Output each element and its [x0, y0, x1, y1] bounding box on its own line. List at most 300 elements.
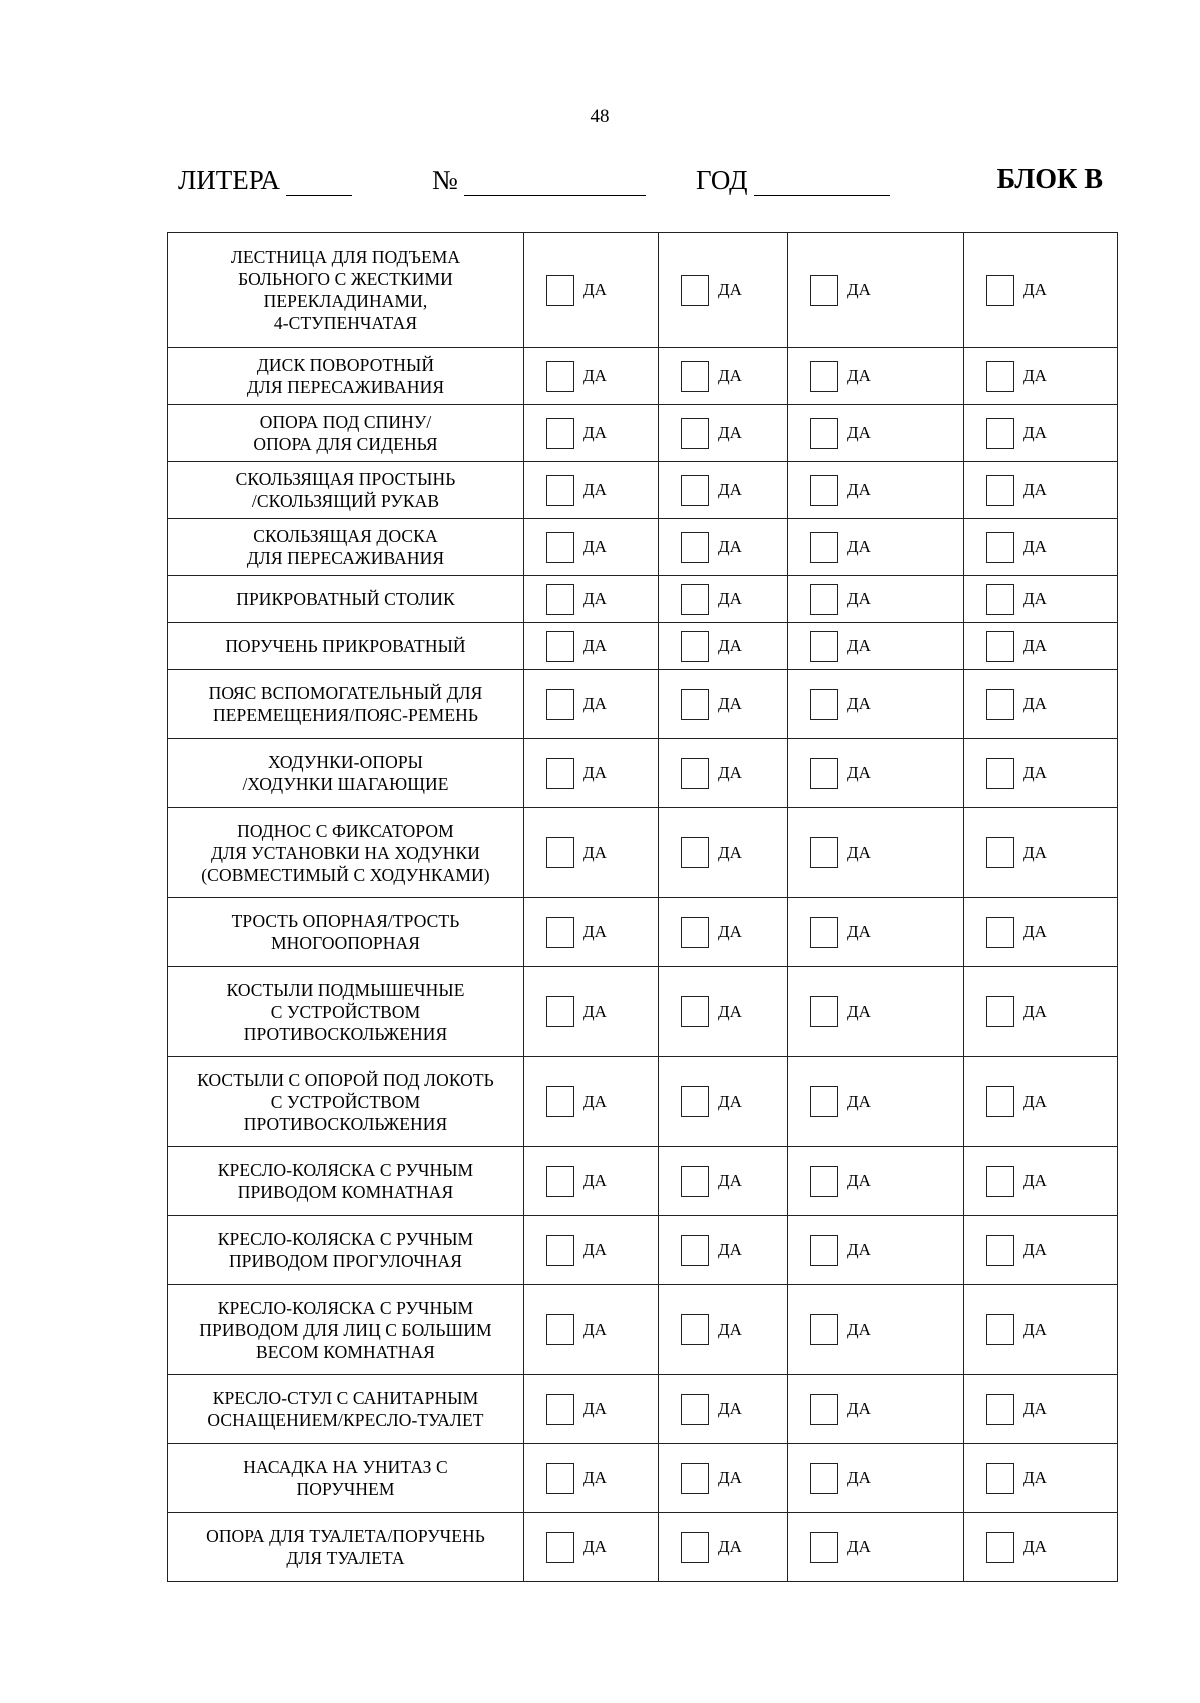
- option-cell-4: [964, 348, 1118, 405]
- yes-label: ДА: [718, 423, 742, 442]
- table-row: [168, 233, 1118, 348]
- table-row: [168, 462, 1118, 519]
- yes-label: ДА: [1023, 589, 1047, 608]
- yes-option[interactable]: [788, 1394, 963, 1425]
- yes-option[interactable]: [788, 1086, 963, 1117]
- yes-checkbox[interactable]: [986, 1314, 1014, 1345]
- yes-checkbox[interactable]: [810, 758, 838, 789]
- option-cell-1: [524, 1147, 659, 1216]
- option-cell-3: [788, 1216, 964, 1285]
- yes-checkbox[interactable]: [546, 361, 574, 392]
- yes-option[interactable]: [659, 1086, 787, 1117]
- option-cell-3: [788, 623, 964, 670]
- option-cell-3: [788, 519, 964, 576]
- yes-option[interactable]: [964, 631, 1117, 662]
- yes-checkbox[interactable]: [681, 1463, 709, 1494]
- number-label: №: [432, 165, 458, 195]
- yes-label: ДА: [1023, 1091, 1047, 1111]
- yes-label: ДА: [847, 922, 871, 941]
- litera-field[interactable]: [178, 165, 352, 196]
- yes-checkbox[interactable]: [810, 1394, 838, 1425]
- option-cell-4: [964, 1285, 1118, 1375]
- yes-checkbox[interactable]: [681, 475, 709, 506]
- yes-checkbox[interactable]: [681, 1166, 709, 1197]
- table-row: [168, 576, 1118, 623]
- option-cell-1: [524, 898, 659, 967]
- yes-checkbox[interactable]: [546, 475, 574, 506]
- option-cell-3: [788, 739, 964, 808]
- item-label: ПОЯС ВСПОМОГАТЕЛЬНЫЙ ДЛЯ ПЕРЕМЕЩЕНИЯ/ПОЯС-РЕМЕНЬ: [208, 683, 483, 725]
- yes-option[interactable]: [788, 584, 963, 615]
- item-label: ДИСК ПОВОРОТНЫЙ ДЛЯ ПЕРЕСАЖИВАНИЯ: [246, 355, 445, 397]
- yes-checkbox[interactable]: [986, 475, 1014, 506]
- option-cell-3: [788, 576, 964, 623]
- item-label: СКОЛЬЗЯЩАЯ ПРОСТЫНЬ /СКОЛЬЗЯЩИЙ РУКАВ: [235, 469, 456, 511]
- yes-label: ДА: [718, 922, 742, 941]
- yes-checkbox[interactable]: [546, 631, 574, 662]
- option-cell-1: [524, 405, 659, 462]
- yes-checkbox[interactable]: [810, 418, 838, 449]
- item-label-cell: [168, 233, 524, 348]
- yes-label: ДА: [583, 537, 607, 556]
- yes-label: ДА: [1023, 1537, 1047, 1556]
- yes-option[interactable]: [524, 917, 658, 948]
- item-label: ПОДНОС С ФИКСАТОРОМ ДЛЯ УСТАНОВКИ НА ХОДУНКИ (СОВМЕСТИМЫЙ С ХОДУНКАМИ): [201, 820, 490, 885]
- yes-checkbox[interactable]: [681, 275, 709, 306]
- yes-option[interactable]: [788, 758, 963, 789]
- yes-checkbox[interactable]: [986, 584, 1014, 615]
- yes-checkbox[interactable]: [546, 689, 574, 720]
- item-label: КРЕСЛО-КОЛЯСКА С РУЧНЫМ ПРИВОДОМ ДЛЯ ЛИЦ С БОЛЬШИМ ВЕСОМ КОМНАТНАЯ: [199, 1297, 492, 1362]
- yes-option[interactable]: [524, 758, 658, 789]
- yes-checkbox[interactable]: [810, 837, 838, 868]
- yes-option[interactable]: [659, 1394, 787, 1425]
- yes-option[interactable]: [788, 689, 963, 720]
- option-cell-1: [524, 1513, 659, 1582]
- yes-option[interactable]: [964, 689, 1117, 720]
- yes-checkbox[interactable]: [810, 584, 838, 615]
- yes-checkbox[interactable]: [810, 1314, 838, 1345]
- yes-option[interactable]: [788, 1235, 963, 1266]
- yes-option[interactable]: [524, 1166, 658, 1197]
- yes-checkbox[interactable]: [546, 758, 574, 789]
- yes-label: ДА: [583, 480, 607, 499]
- option-cell-2: [659, 1375, 788, 1444]
- yes-checkbox[interactable]: [681, 1235, 709, 1266]
- yes-checkbox[interactable]: [681, 917, 709, 948]
- yes-label: ДА: [583, 423, 607, 442]
- item-label-cell: [168, 898, 524, 967]
- yes-label: ДА: [1023, 842, 1047, 862]
- equipment-table: [167, 232, 1118, 1582]
- yes-label: ДА: [583, 1001, 607, 1021]
- yes-option[interactable]: [659, 475, 787, 506]
- yes-checkbox[interactable]: [681, 758, 709, 789]
- yes-option[interactable]: [659, 1314, 787, 1345]
- option-cell-4: [964, 967, 1118, 1057]
- yes-label: ДА: [1023, 1240, 1047, 1259]
- equipment-table-body: [168, 233, 1118, 1582]
- option-cell-2: [659, 898, 788, 967]
- table-row: [168, 1057, 1118, 1147]
- yes-checkbox[interactable]: [986, 837, 1014, 868]
- option-cell-2: [659, 1147, 788, 1216]
- yes-checkbox[interactable]: [681, 1532, 709, 1563]
- option-cell-2: [659, 967, 788, 1057]
- yes-option[interactable]: [964, 917, 1117, 948]
- option-cell-1: [524, 576, 659, 623]
- yes-label: ДА: [847, 280, 871, 299]
- year-blank[interactable]: [754, 173, 890, 196]
- option-cell-3: [788, 233, 964, 348]
- yes-option[interactable]: [788, 418, 963, 449]
- yes-checkbox[interactable]: [986, 532, 1014, 563]
- yes-option[interactable]: [788, 1314, 963, 1345]
- yes-checkbox[interactable]: [810, 1086, 838, 1117]
- option-cell-2: [659, 1216, 788, 1285]
- yes-label: ДА: [1023, 694, 1047, 713]
- yes-label: ДА: [847, 1399, 871, 1418]
- table-row: [168, 1216, 1118, 1285]
- option-cell-2: [659, 519, 788, 576]
- yes-checkbox[interactable]: [810, 996, 838, 1027]
- yes-option[interactable]: [659, 584, 787, 615]
- option-cell-4: [964, 1147, 1118, 1216]
- option-cell-4: [964, 670, 1118, 739]
- yes-checkbox[interactable]: [986, 1532, 1014, 1563]
- option-cell-2: [659, 1444, 788, 1513]
- yes-checkbox[interactable]: [546, 996, 574, 1027]
- yes-label: ДА: [847, 1468, 871, 1487]
- option-cell-4: [964, 1513, 1118, 1582]
- option-cell-1: [524, 1285, 659, 1375]
- yes-checkbox[interactable]: [546, 275, 574, 306]
- option-cell-3: [788, 967, 964, 1057]
- yes-option[interactable]: [524, 1532, 658, 1563]
- yes-label: ДА: [847, 763, 871, 782]
- yes-label: ДА: [1023, 537, 1047, 556]
- yes-label: ДА: [718, 537, 742, 556]
- yes-checkbox[interactable]: [986, 1166, 1014, 1197]
- yes-checkbox[interactable]: [546, 532, 574, 563]
- yes-checkbox[interactable]: [681, 631, 709, 662]
- yes-option[interactable]: [659, 275, 787, 306]
- yes-label: ДА: [1023, 366, 1047, 385]
- yes-checkbox[interactable]: [810, 275, 838, 306]
- yes-option[interactable]: [524, 275, 658, 306]
- yes-checkbox[interactable]: [810, 1463, 838, 1494]
- option-cell-4: [964, 1375, 1118, 1444]
- item-label-cell: [168, 1216, 524, 1285]
- yes-label: ДА: [718, 1537, 742, 1556]
- yes-checkbox[interactable]: [546, 1532, 574, 1563]
- yes-checkbox[interactable]: [681, 584, 709, 615]
- yes-label: ДА: [847, 1537, 871, 1556]
- yes-label: ДА: [718, 1468, 742, 1487]
- yes-option[interactable]: [524, 837, 658, 868]
- yes-checkbox[interactable]: [986, 996, 1014, 1027]
- yes-checkbox[interactable]: [681, 1314, 709, 1345]
- yes-checkbox[interactable]: [810, 917, 838, 948]
- yes-option[interactable]: [964, 584, 1117, 615]
- table-row: [168, 739, 1118, 808]
- yes-option[interactable]: [524, 418, 658, 449]
- yes-checkbox[interactable]: [681, 1086, 709, 1117]
- yes-option[interactable]: [788, 917, 963, 948]
- item-label-cell: [168, 1444, 524, 1513]
- item-label-cell: [168, 1513, 524, 1582]
- table-row: [168, 1444, 1118, 1513]
- yes-option[interactable]: [659, 631, 787, 662]
- yes-option[interactable]: [788, 631, 963, 662]
- yes-checkbox[interactable]: [681, 361, 709, 392]
- yes-option[interactable]: [964, 361, 1117, 392]
- yes-checkbox[interactable]: [546, 1086, 574, 1117]
- table-row: [168, 898, 1118, 967]
- yes-option[interactable]: [659, 758, 787, 789]
- option-cell-1: [524, 1057, 659, 1147]
- option-cell-3: [788, 1513, 964, 1582]
- number-blank[interactable]: [464, 173, 646, 196]
- option-cell-1: [524, 1375, 659, 1444]
- yes-option[interactable]: [659, 689, 787, 720]
- yes-option[interactable]: [524, 996, 658, 1027]
- yes-option[interactable]: [524, 1086, 658, 1117]
- yes-checkbox[interactable]: [986, 1086, 1014, 1117]
- option-cell-4: [964, 1216, 1118, 1285]
- yes-checkbox[interactable]: [986, 1394, 1014, 1425]
- yes-checkbox[interactable]: [986, 631, 1014, 662]
- yes-option[interactable]: [964, 275, 1117, 306]
- yes-label: ДА: [847, 694, 871, 713]
- year-field[interactable]: [696, 165, 890, 196]
- yes-option[interactable]: [524, 475, 658, 506]
- yes-option[interactable]: [964, 1166, 1117, 1197]
- yes-checkbox[interactable]: [546, 1314, 574, 1345]
- option-cell-1: [524, 967, 659, 1057]
- yes-label: ДА: [583, 1240, 607, 1259]
- yes-option[interactable]: [659, 361, 787, 392]
- yes-option[interactable]: [524, 1235, 658, 1266]
- yes-option[interactable]: [524, 1394, 658, 1425]
- yes-checkbox[interactable]: [681, 837, 709, 868]
- yes-label: ДА: [718, 842, 742, 862]
- yes-label: ДА: [583, 922, 607, 941]
- yes-option[interactable]: [524, 1314, 658, 1345]
- yes-label: ДА: [1023, 1468, 1047, 1487]
- yes-checkbox[interactable]: [681, 996, 709, 1027]
- table-row: [168, 348, 1118, 405]
- yes-label: ДА: [583, 1091, 607, 1111]
- table-row: [168, 519, 1118, 576]
- yes-option[interactable]: [524, 689, 658, 720]
- yes-label: ДА: [583, 280, 607, 299]
- yes-label: ДА: [583, 366, 607, 385]
- option-cell-2: [659, 405, 788, 462]
- yes-checkbox[interactable]: [546, 1235, 574, 1266]
- option-cell-3: [788, 1375, 964, 1444]
- item-label-cell: [168, 462, 524, 519]
- yes-checkbox[interactable]: [681, 689, 709, 720]
- option-cell-2: [659, 348, 788, 405]
- yes-option[interactable]: [964, 418, 1117, 449]
- yes-option[interactable]: [659, 532, 787, 563]
- yes-option[interactable]: [788, 996, 963, 1027]
- item-label-cell: [168, 623, 524, 670]
- yes-option[interactable]: [964, 1532, 1117, 1563]
- yes-label: ДА: [847, 1171, 871, 1190]
- yes-option[interactable]: [788, 532, 963, 563]
- yes-label: ДА: [718, 480, 742, 499]
- item-label-cell: [168, 576, 524, 623]
- yes-checkbox[interactable]: [986, 917, 1014, 948]
- item-label: ЛЕСТНИЦА ДЛЯ ПОДЪЕМА БОЛЬНОГО С ЖЕСТКИМИ ПЕРЕКЛАДИНАМИ, 4-СТУПЕНЧАТАЯ: [230, 247, 461, 333]
- table-row: [168, 1375, 1118, 1444]
- yes-checkbox[interactable]: [546, 1394, 574, 1425]
- yes-label: ДА: [718, 1319, 742, 1339]
- option-cell-1: [524, 348, 659, 405]
- option-cell-4: [964, 1444, 1118, 1513]
- item-label-cell: [168, 519, 524, 576]
- yes-option[interactable]: [964, 475, 1117, 506]
- yes-label: ДА: [718, 589, 742, 608]
- yes-option[interactable]: [659, 418, 787, 449]
- item-label-cell: [168, 348, 524, 405]
- yes-label: ДА: [847, 537, 871, 556]
- yes-checkbox[interactable]: [986, 1235, 1014, 1266]
- yes-option[interactable]: [524, 584, 658, 615]
- yes-option[interactable]: [788, 361, 963, 392]
- option-cell-2: [659, 1285, 788, 1375]
- yes-checkbox[interactable]: [810, 689, 838, 720]
- yes-label: ДА: [847, 366, 871, 385]
- option-cell-4: [964, 405, 1118, 462]
- yes-checkbox[interactable]: [986, 758, 1014, 789]
- yes-checkbox[interactable]: [681, 532, 709, 563]
- yes-checkbox[interactable]: [546, 837, 574, 868]
- yes-option[interactable]: [788, 1532, 963, 1563]
- option-cell-3: [788, 1444, 964, 1513]
- yes-checkbox[interactable]: [810, 1532, 838, 1563]
- yes-option[interactable]: [524, 631, 658, 662]
- yes-label: ДА: [718, 366, 742, 385]
- yes-option[interactable]: [788, 837, 963, 868]
- yes-label: ДА: [718, 1399, 742, 1418]
- option-cell-4: [964, 739, 1118, 808]
- option-cell-2: [659, 233, 788, 348]
- yes-checkbox[interactable]: [986, 361, 1014, 392]
- yes-checkbox[interactable]: [810, 1166, 838, 1197]
- table-row: [168, 1285, 1118, 1375]
- yes-label: ДА: [583, 1319, 607, 1339]
- yes-option[interactable]: [788, 1463, 963, 1494]
- option-cell-4: [964, 233, 1118, 348]
- yes-option[interactable]: [788, 475, 963, 506]
- litera-label: ЛИТЕРА: [178, 165, 280, 195]
- item-label: КРЕСЛО-СТУЛ С САНИТАРНЫМ ОСНАЩЕНИЕМ/КРЕСЛО-ТУАЛЕТ: [207, 1388, 484, 1430]
- option-cell-3: [788, 1285, 964, 1375]
- option-cell-1: [524, 670, 659, 739]
- yes-label: ДА: [847, 589, 871, 608]
- yes-option[interactable]: [659, 1532, 787, 1563]
- option-cell-3: [788, 348, 964, 405]
- year-label: ГОД: [696, 165, 748, 195]
- yes-checkbox[interactable]: [546, 584, 574, 615]
- yes-checkbox[interactable]: [546, 1463, 574, 1494]
- item-label: ПОРУЧЕНЬ ПРИКРОВАТНЫЙ: [225, 636, 466, 656]
- yes-checkbox[interactable]: [810, 475, 838, 506]
- yes-checkbox[interactable]: [810, 361, 838, 392]
- item-label-cell: [168, 670, 524, 739]
- yes-option[interactable]: [524, 361, 658, 392]
- yes-option[interactable]: [524, 532, 658, 563]
- yes-checkbox[interactable]: [986, 418, 1014, 449]
- yes-option[interactable]: [964, 1086, 1117, 1117]
- yes-checkbox[interactable]: [986, 275, 1014, 306]
- yes-option[interactable]: [788, 1166, 963, 1197]
- yes-checkbox[interactable]: [546, 1166, 574, 1197]
- option-cell-4: [964, 462, 1118, 519]
- option-cell-3: [788, 405, 964, 462]
- option-cell-3: [788, 1057, 964, 1147]
- item-label: КРЕСЛО-КОЛЯСКА С РУЧНЫМ ПРИВОДОМ КОМНАТНАЯ: [217, 1160, 474, 1202]
- yes-checkbox[interactable]: [986, 1463, 1014, 1494]
- yes-label: ДА: [583, 1171, 607, 1190]
- yes-option[interactable]: [659, 917, 787, 948]
- litera-blank[interactable]: [286, 173, 352, 196]
- yes-checkbox[interactable]: [681, 418, 709, 449]
- yes-option[interactable]: [964, 758, 1117, 789]
- yes-checkbox[interactable]: [681, 1394, 709, 1425]
- yes-checkbox[interactable]: [810, 631, 838, 662]
- item-label: КОСТЫЛИ ПОДМЫШЕЧНЫЕ С УСТРОЙСТВОМ ПРОТИВОСКОЛЬЖЕНИЯ: [226, 979, 465, 1044]
- option-cell-4: [964, 576, 1118, 623]
- yes-checkbox[interactable]: [810, 532, 838, 563]
- yes-option[interactable]: [659, 1235, 787, 1266]
- option-cell-2: [659, 623, 788, 670]
- yes-option[interactable]: [964, 1235, 1117, 1266]
- yes-checkbox[interactable]: [810, 1235, 838, 1266]
- item-label: ХОДУНКИ-ОПОРЫ /ХОДУНКИ ШАГАЮЩИЕ: [242, 752, 449, 794]
- yes-option[interactable]: [964, 532, 1117, 563]
- yes-checkbox[interactable]: [546, 917, 574, 948]
- block-label: БЛОК В: [996, 164, 1103, 195]
- yes-label: ДА: [1023, 1319, 1047, 1339]
- option-cell-1: [524, 623, 659, 670]
- option-cell-1: [524, 233, 659, 348]
- yes-label: ДА: [1023, 280, 1047, 299]
- number-field[interactable]: [432, 165, 646, 196]
- yes-option[interactable]: [659, 837, 787, 868]
- yes-option[interactable]: [788, 275, 963, 306]
- option-cell-1: [524, 808, 659, 898]
- yes-label: ДА: [718, 1240, 742, 1259]
- yes-option[interactable]: [964, 1394, 1117, 1425]
- yes-option[interactable]: [964, 1314, 1117, 1345]
- yes-checkbox[interactable]: [986, 689, 1014, 720]
- yes-label: ДА: [583, 589, 607, 608]
- item-label: ТРОСТЬ ОПОРНАЯ/ТРОСТЬ МНОГООПОРНАЯ: [231, 911, 460, 953]
- yes-option[interactable]: [659, 1463, 787, 1494]
- yes-option[interactable]: [964, 837, 1117, 868]
- yes-option[interactable]: [524, 1463, 658, 1494]
- yes-option[interactable]: [964, 996, 1117, 1027]
- yes-option[interactable]: [659, 996, 787, 1027]
- yes-option[interactable]: [659, 1166, 787, 1197]
- yes-option[interactable]: [964, 1463, 1117, 1494]
- option-cell-3: [788, 462, 964, 519]
- yes-checkbox[interactable]: [546, 418, 574, 449]
